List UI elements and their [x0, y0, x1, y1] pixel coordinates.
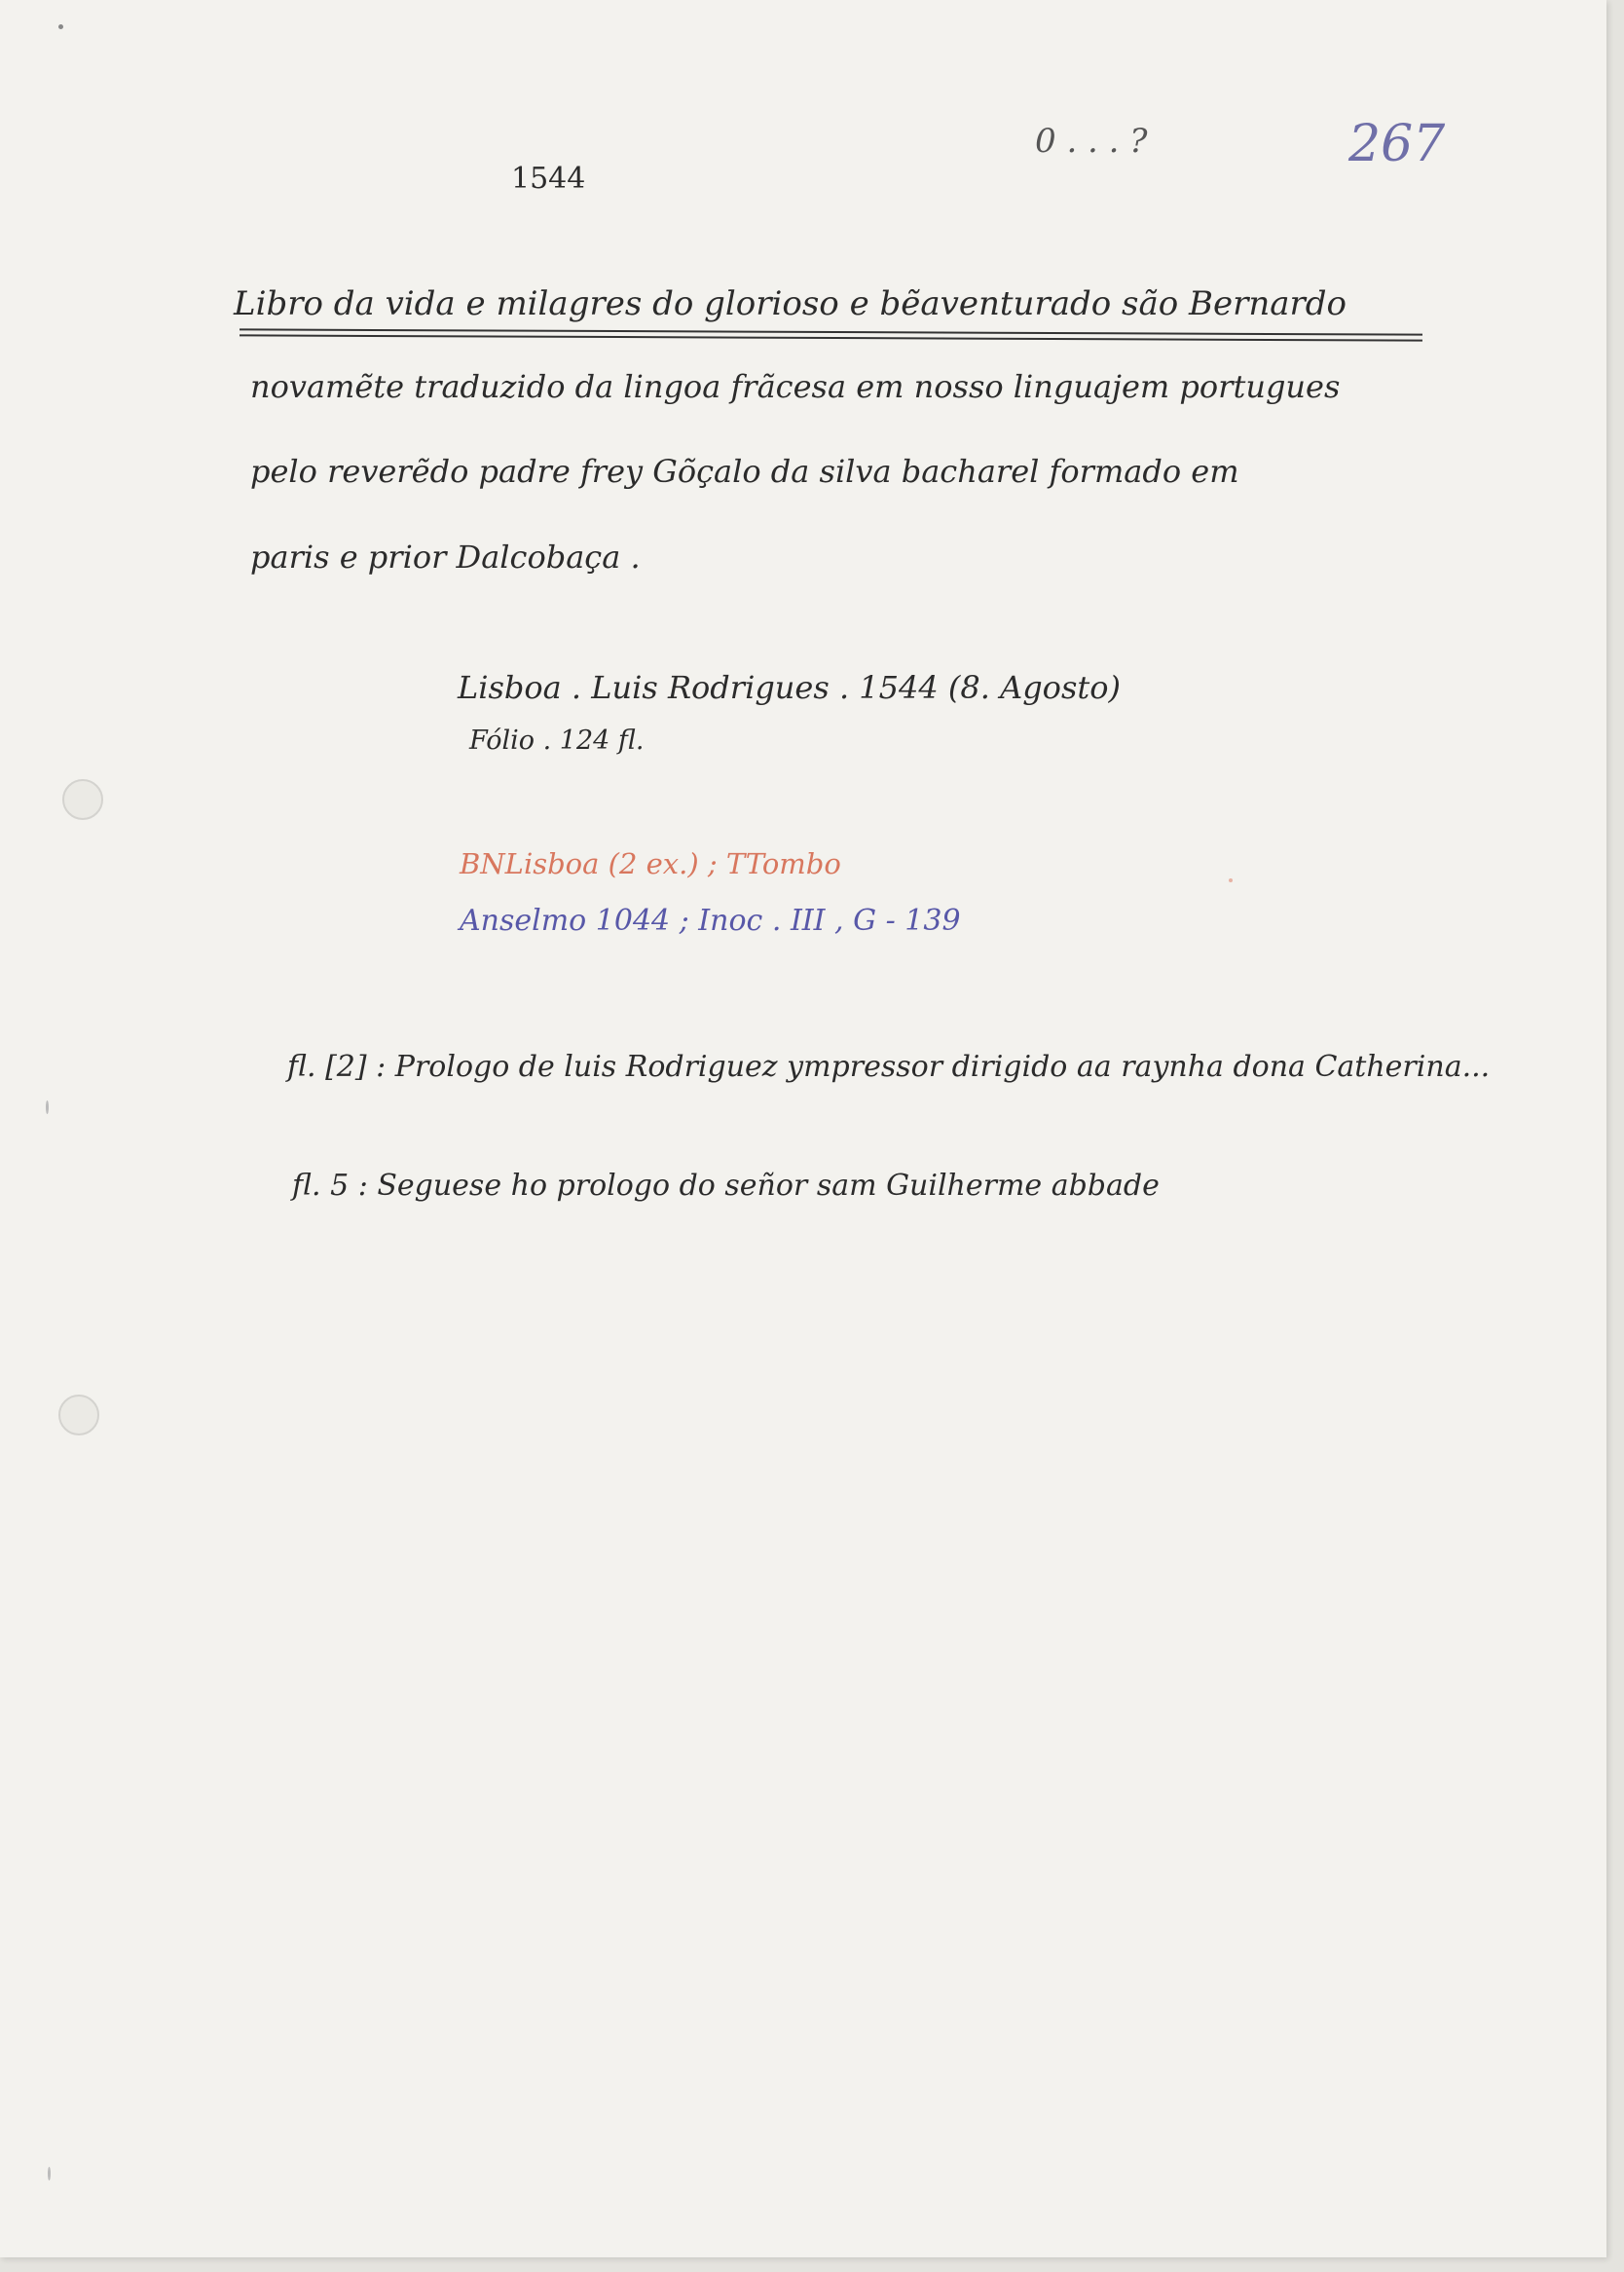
title-underline [240, 328, 1422, 341]
imprint-line: Lisboa . Luis Rodrigues . 1544 (8. Agosto) [458, 669, 1121, 706]
punch-hole [58, 1395, 99, 1435]
format-line: Fólio . 124 fl. [469, 726, 645, 756]
folio-note: fl. [2] : Prologo de luis Rodriguez ympressor dirigido aa raynha dona Catherina... [287, 1050, 1491, 1084]
archive-mark: 0 . . . ? [1035, 122, 1148, 161]
paper-speck [58, 24, 63, 29]
paper-speck [1229, 878, 1233, 882]
paper-speck [46, 1100, 49, 1114]
title-line: paris e prior Dalcobaça . [250, 539, 641, 576]
title-line: novamẽte traduzido da lingoa frãcesa em nosso linguajem portugues [250, 368, 1341, 405]
holdings-line: BNLisboa (2 ex.) ; TTombo [460, 847, 841, 880]
title-line: Libro da vida e milagres do glorioso e bẽaventurado são Bernardo [234, 284, 1347, 323]
page-number: 267 [1348, 115, 1446, 173]
folio-note: fl. 5 : Seguese ho prologo do señor sam Guilherme abbade [292, 1169, 1160, 1203]
paper-speck [48, 2167, 51, 2180]
references-line: Anselmo 1044 ; Inoc . III , G - 139 [460, 904, 961, 938]
punch-hole [62, 779, 103, 820]
publication-year: 1544 [511, 162, 586, 196]
title-line: pelo reverẽdo padre frey Gõçalo da silva bacharel formado em [250, 453, 1239, 490]
